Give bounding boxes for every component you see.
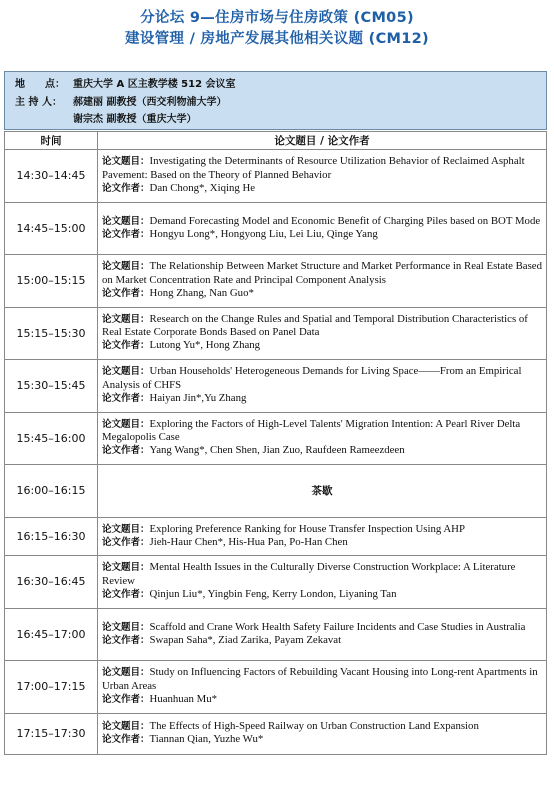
paper-author-line	[102, 536, 542, 549]
table-row	[5, 255, 547, 308]
paper-title-line	[102, 523, 542, 536]
paper-title-line	[102, 621, 542, 634]
paper-author-label: 论文作者：	[102, 588, 150, 600]
paper-authors: Hong Zhang, Nan Guo*	[149, 286, 254, 299]
paper-author-line	[102, 733, 542, 746]
paper-title-line	[102, 313, 542, 339]
paper-authors: Tiannan Qian, Yuzhe Wu*	[149, 733, 264, 746]
paper-cell	[98, 202, 547, 255]
page-header	[0, 8, 554, 50]
session-time: 14:30–14:45	[5, 150, 98, 203]
time-column-header: 时间	[5, 132, 98, 150]
paper-title-label: 论文题目：	[102, 366, 150, 378]
paper-title: Demand Forecasting Model and Economic Benefit of Charging Piles based on BOT Mode	[149, 214, 541, 227]
paper-title-line	[102, 418, 542, 444]
paper-authors: Dan Chong*, Xiqing He	[149, 181, 256, 194]
session-time: 15:15–15:30	[5, 307, 98, 360]
paper-title-line	[102, 260, 542, 286]
table-row	[5, 608, 547, 661]
paper-title-line	[102, 561, 542, 587]
paper-author-label: 论文作者：	[102, 634, 150, 646]
paper-author-line	[102, 634, 542, 647]
break-label: 茶歇	[98, 465, 547, 518]
paper-cell	[98, 556, 547, 609]
paper-title: The Effects of High-Speed Railway on Urban Construction Land Expansion	[149, 720, 479, 733]
venue-value: 重庆大学 A 区主教学楼 512 会议室	[73, 79, 236, 90]
paper-cell	[98, 517, 547, 556]
paper-title: Study on Influencing Factors of Rebuilding Vacant Housing into Long-rent Apartments in Urban Areas	[102, 666, 538, 692]
session-time: 17:00–17:15	[5, 661, 98, 714]
table-row	[5, 360, 547, 413]
session-time: 15:30–15:45	[5, 360, 98, 413]
paper-title-line	[102, 666, 542, 692]
table-row	[5, 556, 547, 609]
paper-author-line	[102, 228, 542, 241]
table-row	[5, 661, 547, 714]
forum-subtitle: 建设管理 / 房地产发展其他相关议题 (CM12)	[125, 31, 429, 47]
paper-title: Research on the Change Rules and Spatial and Temporal Distribution Characteristics of Real Estate Corporate Bonds Based on Panel Data	[102, 312, 528, 339]
table-row	[5, 307, 547, 360]
session-time: 15:45–16:00	[5, 412, 98, 465]
paper-title-label: 论文题目：	[102, 215, 150, 227]
paper-author-line	[102, 182, 542, 195]
paper-title: Exploring Preference Ranking for House Transfer Inspection Using AHP	[149, 522, 465, 535]
paper-cell	[98, 255, 547, 308]
session-info-box	[4, 71, 547, 130]
paper-title: Scaffold and Crane Work Health Safety Failure Incidents and Case Studies in Australia	[149, 620, 526, 633]
session-time: 17:15–17:30	[5, 713, 98, 755]
session-time: 16:45–17:00	[5, 608, 98, 661]
paper-cell	[98, 412, 547, 465]
paper-title-label: 论文题目：	[102, 313, 150, 325]
paper-title-line	[102, 720, 542, 733]
paper-author-label: 论文作者：	[102, 536, 150, 548]
paper-title-line	[102, 215, 542, 228]
session-time: 14:45–15:00	[5, 202, 98, 255]
paper-title-label: 论文题目：	[102, 621, 150, 633]
paper-title-label: 论文题目：	[102, 721, 150, 733]
table-row	[5, 202, 547, 255]
paper-title: Urban Households' Heterogeneous Demands for Living Space——From an Empirical Analysis of CHFS	[102, 365, 522, 391]
paper-author-label: 论文作者：	[102, 340, 150, 352]
paper-cell	[98, 360, 547, 413]
paper-column-header: 论文题目 / 论文作者	[98, 132, 547, 150]
paper-authors: Huanhuan Mu*	[149, 692, 217, 705]
paper-cell	[98, 307, 547, 360]
paper-title-label: 论文题目：	[102, 523, 150, 535]
paper-author-line	[102, 444, 542, 457]
paper-title: Exploring the Factors of High-Level Talents' Migration Intention: A Pearl River Delta Megalopolis Case	[102, 417, 521, 444]
paper-authors: Yang Wang*, Chen Shen, Jian Zuo, Raufdeen Rameezdeen	[149, 444, 405, 457]
venue-row	[15, 76, 546, 94]
table-row	[5, 517, 547, 556]
paper-title-line	[102, 365, 542, 391]
paper-cell	[98, 150, 547, 203]
schedule-table	[4, 131, 547, 755]
paper-title-label: 论文题目：	[102, 562, 150, 574]
table-row	[5, 412, 547, 465]
table-header-row	[5, 132, 547, 150]
paper-title-label: 论文题目：	[102, 156, 150, 168]
paper-author-label: 论文作者：	[102, 445, 150, 457]
paper-cell	[98, 661, 547, 714]
host-2: 谢宗杰 副教授（重庆大学）	[73, 114, 197, 125]
paper-title: Investigating the Determinants of Resource Utilization Behavior of Reclaimed Asphalt Pavement: Based on the Theory of Planned Behavior	[102, 155, 525, 181]
paper-author-line	[102, 339, 542, 352]
host-label: 主 持 人：	[15, 96, 62, 108]
paper-author-label: 论文作者：	[102, 392, 150, 404]
host-row-2	[15, 111, 546, 129]
paper-author-line	[102, 693, 542, 706]
paper-authors: Jieh-Haur Chen*, His-Hua Pan, Po-Han Chen	[149, 535, 348, 548]
table-row	[5, 713, 547, 755]
paper-title-line	[102, 155, 542, 181]
paper-cell	[98, 608, 547, 661]
paper-authors: Haiyan Jin*,Yu Zhang	[149, 391, 247, 404]
paper-authors: Qinjun Liu*, Yingbin Feng, Kerry London, Liyaning Tan	[149, 587, 397, 600]
paper-authors: Swapan Saha*, Ziad Zarika, Payam Zekavat	[149, 633, 342, 646]
host-row	[15, 94, 546, 112]
session-time: 16:15–16:30	[5, 517, 98, 556]
session-time: 15:00–15:15	[5, 255, 98, 308]
table-row	[5, 150, 547, 203]
paper-author-label: 论文作者：	[102, 182, 150, 194]
paper-title-label: 论文题目：	[102, 667, 150, 679]
paper-authors: Hongyu Long*, Hongyong Liu, Lei Liu, Qinge Yang	[149, 227, 378, 240]
forum-title: 分论坛 9—住房市场与住房政策 (CM05)	[140, 10, 414, 26]
paper-title-label: 论文题目：	[102, 418, 150, 430]
paper-author-label: 论文作者：	[102, 228, 150, 240]
paper-author-label: 论文作者：	[102, 734, 150, 746]
host-1: 郝建丽 副教授（西交利物浦大学）	[73, 96, 227, 108]
session-time: 16:30–16:45	[5, 556, 98, 609]
paper-author-label: 论文作者：	[102, 287, 150, 299]
venue-label: 地 点：	[15, 79, 65, 90]
paper-author-label: 论文作者：	[102, 693, 150, 705]
schedule-body	[5, 150, 547, 755]
break-row	[5, 465, 547, 518]
paper-author-line	[102, 392, 542, 405]
paper-author-line	[102, 588, 542, 601]
paper-title: The Relationship Between Market Structure and Market Performance in Real Estate Based on Market Concentration Rate and Principal Component Analysis	[102, 260, 542, 286]
break-time: 16:00–16:15	[5, 465, 98, 518]
paper-cell	[98, 713, 547, 755]
paper-authors: Lutong Yu*, Hong Zhang	[149, 339, 261, 352]
paper-author-line	[102, 287, 542, 300]
paper-title-label: 论文题目：	[102, 261, 150, 273]
paper-title: Mental Health Issues in the Culturally Diverse Construction Workplace: A Literature Review	[102, 561, 516, 587]
